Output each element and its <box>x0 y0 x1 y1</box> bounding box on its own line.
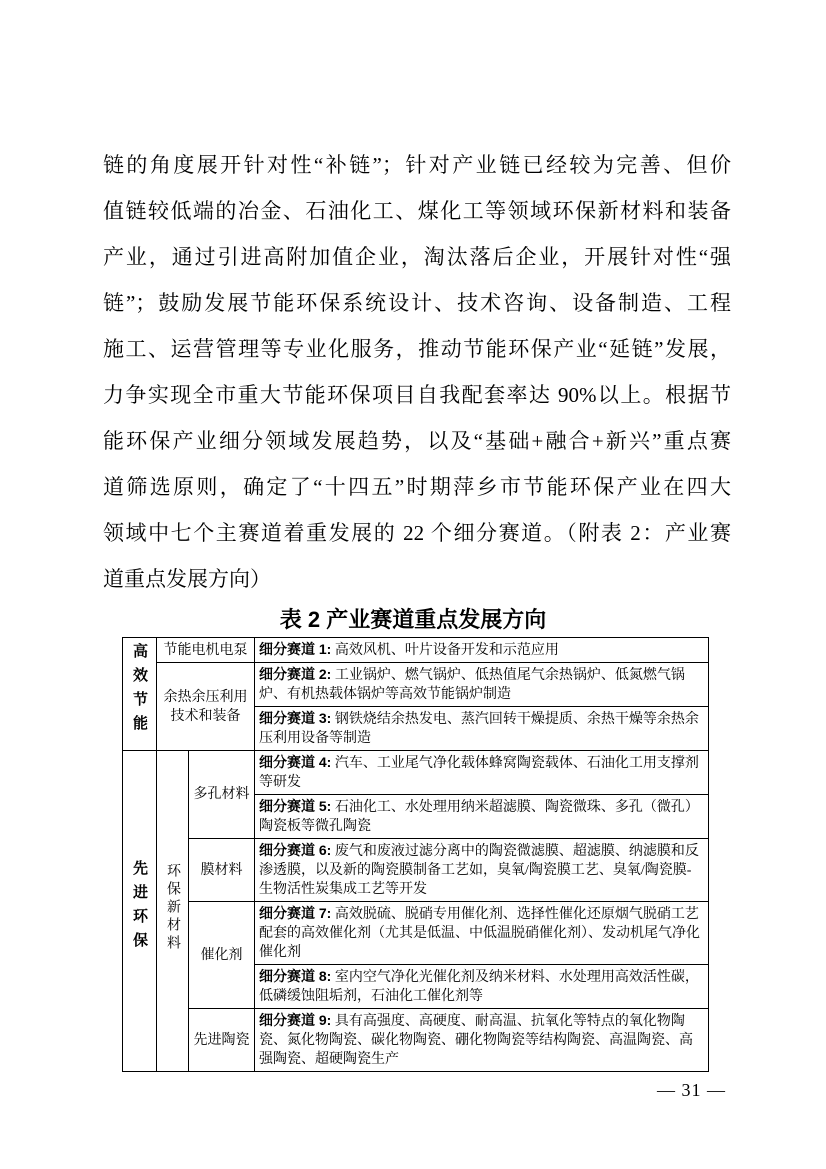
subcategory-cell-catalyst: 催化剂 <box>189 902 255 1009</box>
track-label: 细分赛道 4: <box>259 754 332 770</box>
table-row <box>123 663 709 707</box>
track-text: 废气和废液过滤分离中的陶瓷微滤膜、超滤膜、纳滤膜和反渗透膜，以及新的陶瓷膜制备工艺如，臭氧/陶瓷膜工艺、臭氧/陶瓷膜-生物活性炭集成工艺等开发 <box>259 844 699 897</box>
track-cell-4 <box>255 751 709 795</box>
subcategory-cell-ceramics: 先进陶瓷 <box>189 1009 255 1072</box>
body-line: 道筛选原则，确定了“十四五”时期萍乡市节能环保产业在四大 <box>103 475 731 499</box>
body-line: 产业，通过引进高附加值企业，淘汰落后企业，开展针对性“强 <box>103 245 731 269</box>
track-label: 细分赛道 7: <box>259 905 332 921</box>
track-label: 细分赛道 6: <box>259 842 332 858</box>
body-line: 能环保产业细分领域发展趋势，以及“基础+融合+新兴”重点赛 <box>103 429 731 453</box>
track-cell-9 <box>255 1009 709 1072</box>
track-label: 细分赛道 8: <box>259 968 332 984</box>
body-line: 力争实现全市重大节能环保项目自我配套率达 90%以上。根据节 <box>103 383 731 407</box>
track-text: 工业锅炉、燃气锅炉、低热值尾气余热锅炉、低氮燃气锅炉、有机热载体锅炉等高效节能锅炉制造 <box>259 668 685 702</box>
subcategory-cell-waste-heat: 余热余压利用技术和装备 <box>157 663 255 751</box>
subcategory-cell-membrane: 膜材料 <box>189 839 255 902</box>
table-title: 表 2 产业赛道重点发展方向 <box>279 607 547 632</box>
body-line: 领域中七个主赛道着重发展的 22 个细分赛道。（附表 2：产业赛 <box>103 521 731 545</box>
track-cell-3 <box>255 707 709 751</box>
track-text: 高效脱硫、脱硝专用催化剂、选择性催化还原烟气脱硝工艺配套的高效催化剂（尤其是低温、中低温脱硝催化剂）、发动机尾气净化催化剂 <box>259 907 700 960</box>
track-label: 细分赛道 2: <box>259 666 332 682</box>
body-line: 值链较低端的冶金、石油化工、煤化工等领域环保新材料和装备 <box>103 199 731 223</box>
track-label: 细分赛道 3: <box>259 710 332 726</box>
industry-tracks-table <box>122 637 709 1072</box>
track-label: 细分赛道 5: <box>259 798 332 814</box>
track-cell-5 <box>255 795 709 839</box>
track-label: 细分赛道 1: <box>259 641 332 657</box>
track-cell-7 <box>255 902 709 965</box>
track-text: 具有高强度、高硬度、耐高温、抗氧化等特点的氧化物陶瓷、氮化物陶瓷、碳化物陶瓷、硼化物陶瓷等结构陶瓷、高温陶瓷、高强陶瓷、超硬陶瓷生产 <box>259 1014 693 1067</box>
track-text: 钢铁烧结余热发电、蒸汽回转干燥提质、余热干燥等余热余压利用设备等制造 <box>259 712 699 746</box>
body-line: 道重点发展方向） <box>103 567 271 591</box>
category-cell-efficient-energy <box>123 638 157 751</box>
paragraph <box>103 142 731 602</box>
subcategory-cell-motor-pump: 节能电机电泵 <box>157 638 255 663</box>
category-label: 先进环保 <box>131 860 148 956</box>
category-label: 高效节能 <box>131 643 148 739</box>
track-label: 细分赛道 9: <box>259 1012 332 1028</box>
table-row <box>123 638 709 663</box>
subcategory-cell-porous: 多孔材料 <box>189 751 255 839</box>
track-text: 汽车、工业尾气净化载体蜂窝陶瓷载体、石油化工用支撑剂等研发 <box>259 756 699 790</box>
page-number: — 31 — <box>657 1080 726 1100</box>
table-row <box>123 1009 709 1072</box>
track-cell-8 <box>255 965 709 1009</box>
subcategory-cell-new-materials <box>157 751 189 1072</box>
table-row <box>123 839 709 902</box>
track-cell-1 <box>255 638 709 663</box>
track-text: 石油化工、水处理用纳米超滤膜、陶瓷微珠、多孔（微孔）陶瓷板等微孔陶瓷 <box>259 800 699 834</box>
track-cell-6 <box>255 839 709 902</box>
body-line: 链”；鼓励发展节能环保系统设计、技术咨询、设备制造、工程 <box>103 291 731 315</box>
table-row <box>123 751 709 795</box>
table-row <box>123 902 709 965</box>
category-cell-advanced-environment <box>123 751 157 1072</box>
track-text: 高效风机、叶片设备开发和示范应用 <box>334 643 559 658</box>
body-line: 施工、运营管理等专业化服务，推动节能环保产业“延链”发展， <box>103 337 731 361</box>
body-line: 链的角度展开针对性“补链”；针对产业链已经较为完善、但价 <box>103 153 731 177</box>
subcategory-label: 环保新材料 <box>165 863 180 953</box>
track-cell-2 <box>255 663 709 707</box>
track-text: 室内空气净化光催化剂及纳米材料、水处理用高效活性碳，低磷缓蚀阻垢剂，石油化工催化剂等 <box>259 970 699 1004</box>
